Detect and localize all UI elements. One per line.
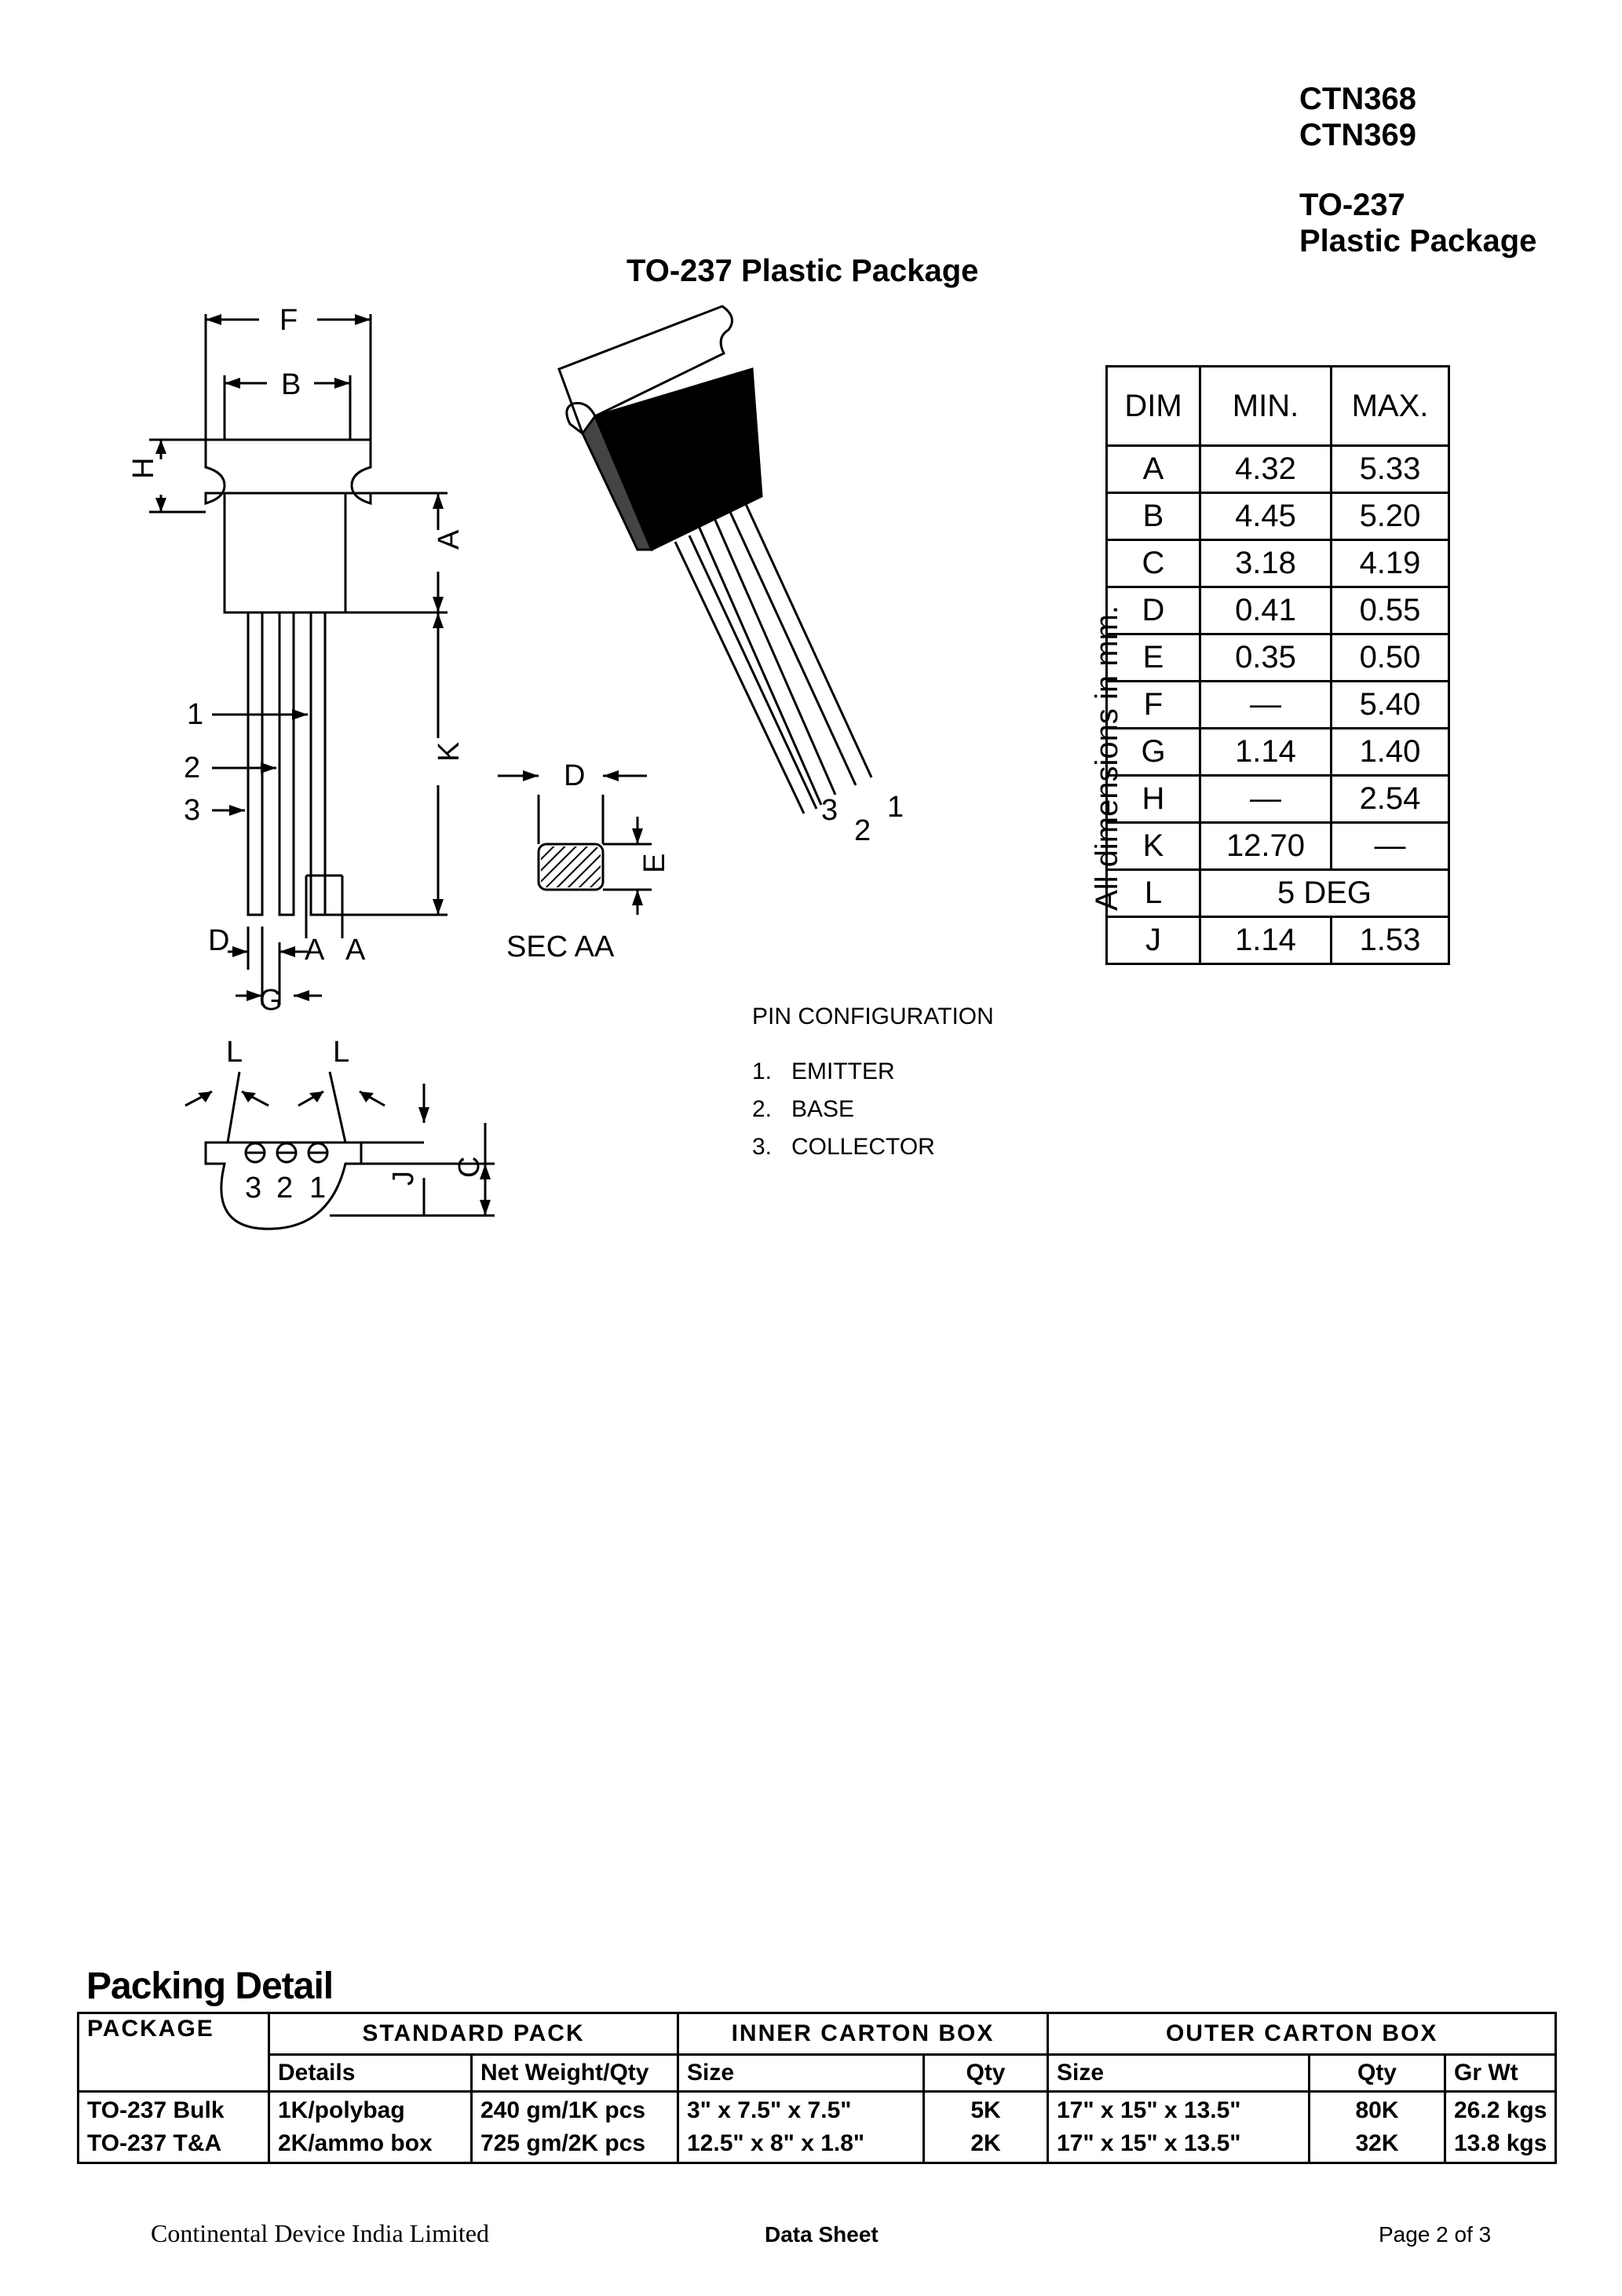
outer-qty-header: Qty <box>1310 2055 1445 2092</box>
pin-number: 2. <box>752 1096 773 1122</box>
max-cell: 0.50 <box>1332 634 1449 682</box>
min-header: MIN. <box>1200 367 1332 446</box>
min-cell: 0.35 <box>1200 634 1332 682</box>
pin-number: 3. <box>752 1134 773 1160</box>
max-cell: — <box>1332 823 1449 870</box>
dim-label-h: H <box>127 457 160 479</box>
gross-weight-value: 13.8 kgs <box>1454 2130 1547 2156</box>
gross-weight-value: 26.2 kgs <box>1454 2097 1547 2123</box>
inner-qty-header: Qty <box>924 2055 1048 2092</box>
details-header: Details <box>269 2055 472 2092</box>
package-name: TO-237 T&A <box>87 2130 222 2156</box>
net-weight-value: 240 gm/1K pcs <box>480 2097 646 2123</box>
outer-size-value: 17" x 15" x 13.5" <box>1057 2097 1241 2123</box>
dim-label-e: E <box>638 853 671 873</box>
part-number: CTN368 <box>1299 82 1416 116</box>
package-header: PACKAGE <box>79 2013 269 2092</box>
outer-carton-header: OUTER CARTON BOX <box>1048 2013 1556 2055</box>
inner-size-value: 3" x 7.5" x 7.5" <box>687 2097 852 2123</box>
details-value: 1K/polybag <box>278 2097 405 2123</box>
section-label: SEC AA <box>506 930 615 963</box>
inner-size-value: 12.5" x 8" x 1.8" <box>687 2130 865 2156</box>
max-cell: 4.19 <box>1332 540 1449 587</box>
standard-pack-header: STANDARD PACK <box>269 2013 678 2055</box>
dim-header: DIM <box>1107 367 1200 446</box>
packing-detail-title: Packing Detail <box>86 1965 334 2007</box>
gross-weight-cell <box>1445 2092 1556 2163</box>
min-cell: — <box>1200 682 1332 729</box>
max-header: MAX. <box>1332 367 1449 446</box>
dim-cell: A <box>1107 446 1200 493</box>
pin-callout-1: 1 <box>187 698 204 731</box>
outer-qty-value: 32K <box>1355 2130 1399 2156</box>
footer-document-type: Data Sheet <box>765 2222 879 2247</box>
inner-size-header: Size <box>678 2055 924 2092</box>
package-code: TO-237 <box>1299 188 1405 222</box>
max-cell: 0.55 <box>1332 587 1449 634</box>
outer-size-header: Size <box>1048 2055 1310 2092</box>
gross-weight-header: Gr Wt <box>1445 2055 1556 2092</box>
package-cell <box>79 2092 269 2163</box>
details-cell <box>269 2092 472 2163</box>
min-cell: — <box>1200 776 1332 823</box>
footer-page-number: Page 2 of 3 <box>1379 2222 1492 2247</box>
pin-row <box>752 1134 935 1161</box>
dim-label-j: J <box>387 1171 420 1186</box>
dimension-table <box>1105 365 1450 965</box>
dim-cell: D <box>1107 587 1200 634</box>
section-mark-a: A <box>345 934 366 967</box>
net-weight-value: 725 gm/2K pcs <box>480 2130 646 2156</box>
section-mark-a: A <box>305 934 325 967</box>
bottom-pin-2: 2 <box>276 1172 294 1205</box>
pin-number: 1. <box>752 1058 773 1084</box>
dim-cell: K <box>1107 823 1200 870</box>
max-cell: 2.54 <box>1332 776 1449 823</box>
details-value: 2K/ammo box <box>278 2130 433 2156</box>
section-dim-label-d: D <box>564 759 586 792</box>
min-cell: 1.14 <box>1200 729 1332 776</box>
dimensions-unit-note: All dimensions in mm. <box>1090 605 1124 911</box>
dim-cell: H <box>1107 776 1200 823</box>
min-cell: 12.70 <box>1200 823 1332 870</box>
pin-row <box>752 1096 854 1123</box>
footer-company: Continental Device India Limited <box>151 2219 489 2247</box>
lead-label-3: 3 <box>821 794 838 827</box>
inner-qty-value: 5K <box>970 2097 1001 2123</box>
min-cell: 1.14 <box>1200 917 1332 964</box>
pin-callout-3: 3 <box>184 794 201 827</box>
inner-qty-value: 2K <box>970 2130 1001 2156</box>
dim-cell: F <box>1107 682 1200 729</box>
dim-label-f: F <box>279 304 298 337</box>
max-cell: 5.40 <box>1332 682 1449 729</box>
pin-row <box>752 1058 895 1085</box>
dim-label-l: L <box>333 1036 350 1069</box>
net-weight-cell <box>472 2092 678 2163</box>
min-cell: 3.18 <box>1200 540 1332 587</box>
package-name: TO-237 Bulk <box>87 2097 225 2123</box>
pin-name: COLLECTOR <box>791 1134 935 1160</box>
min-cell: 0.41 <box>1200 587 1332 634</box>
part-number: CTN369 <box>1299 118 1416 152</box>
lead-label-2: 2 <box>854 814 871 847</box>
dim-cell: J <box>1107 917 1200 964</box>
max-cell: 1.40 <box>1332 729 1449 776</box>
pin-callout-2: 2 <box>184 751 201 784</box>
dim-cell: B <box>1107 493 1200 540</box>
dim-label-b: B <box>281 368 301 401</box>
dim-label-k: K <box>433 741 466 762</box>
pin-name: EMITTER <box>791 1058 895 1084</box>
range-cell: 5 DEG <box>1200 870 1449 917</box>
inner-qty-cell <box>924 2092 1048 2163</box>
max-cell: 5.33 <box>1332 446 1449 493</box>
dim-cell: C <box>1107 540 1200 587</box>
dim-cell: L <box>1107 870 1200 917</box>
dim-cell: G <box>1107 729 1200 776</box>
packing-table <box>77 2012 1557 2164</box>
package-drawing-title: TO-237 Plastic Package <box>627 254 979 288</box>
pin-name: BASE <box>791 1096 855 1122</box>
outer-qty-value: 80K <box>1355 2097 1399 2123</box>
inner-size-cell <box>678 2092 924 2163</box>
section-hatch <box>541 846 601 887</box>
dim-label-g: G <box>259 984 283 1017</box>
min-cell: 4.32 <box>1200 446 1332 493</box>
pin-configuration-title: PIN CONFIGURATION <box>752 1004 994 1029</box>
dim-label-d: D <box>208 924 230 957</box>
inner-carton-header: INNER CARTON BOX <box>678 2013 1048 2055</box>
lead-label-1: 1 <box>887 791 904 824</box>
outer-size-value: 17" x 15" x 13.5" <box>1057 2130 1241 2156</box>
min-cell: 4.45 <box>1200 493 1332 540</box>
bottom-pin-3: 3 <box>245 1172 262 1205</box>
net-weight-header: Net Weight/Qty <box>472 2055 678 2092</box>
dim-label-l: L <box>226 1036 243 1069</box>
max-cell: 5.20 <box>1332 493 1449 540</box>
bottom-pin-1: 1 <box>309 1172 327 1205</box>
max-cell: 1.53 <box>1332 917 1449 964</box>
dim-label-a: A <box>433 529 466 550</box>
package-material: Plastic Package <box>1299 224 1537 258</box>
outer-qty-cell <box>1310 2092 1445 2163</box>
outer-size-cell <box>1048 2092 1310 2163</box>
dim-cell: E <box>1107 634 1200 682</box>
dim-label-c: C <box>453 1156 486 1178</box>
